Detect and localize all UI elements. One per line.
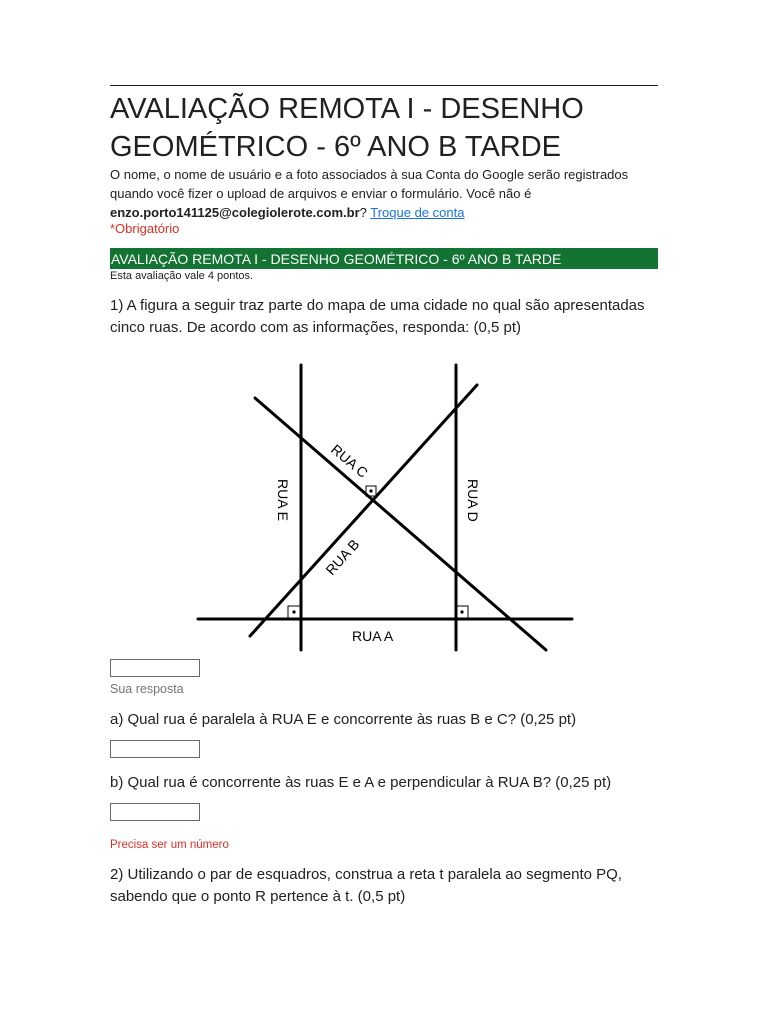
right-angle-dot-d xyxy=(460,610,463,613)
question-1-answer-input[interactable] xyxy=(110,659,200,677)
right-angle-dot-e xyxy=(292,610,295,613)
notice-text: O nome, o nome de usuário e a foto associados à sua Conta do Google serão registrados quando você fizer o upload de arquivos e enviar o formulário. Você não é xyxy=(110,167,629,201)
rua-c-line xyxy=(255,398,546,650)
question-b-text: b) Qual rua é concorrente às ruas E e A e perpendicular à RUA B? (0,25 pt) xyxy=(110,774,612,791)
right-angle-dot-bc xyxy=(369,489,372,492)
street-map-figure xyxy=(190,355,580,660)
rua-d-label: RUA D xyxy=(465,479,481,522)
required-note: *Obrigatório xyxy=(110,221,180,236)
rua-a-label: RUA A xyxy=(352,628,394,644)
question-1-text: 1) A figura a seguir traz parte do mapa de uma cidade no qual são apresentadas cinco ruas. De acordo com as informações, responda: (0,5 pt) xyxy=(110,297,645,336)
question-a-answer-input[interactable] xyxy=(110,740,200,758)
section-description: Esta avaliação vale 4 pontos. xyxy=(110,270,254,282)
question-a-text: a) Qual rua é paralela à RUA E e concorrente às ruas B e C? (0,25 pt) xyxy=(110,711,577,728)
form-title: AVALIAÇÃO REMOTA I - DESENHO GEOMÉTRICO - 6º ANO B TARDE xyxy=(110,93,584,163)
account-notice xyxy=(110,165,658,222)
switch-account-link[interactable]: Troque de conta xyxy=(370,205,465,220)
rua-b-label: RUA B xyxy=(322,536,363,579)
notice-suffix: ? xyxy=(359,205,371,220)
section-header: AVALIAÇÃO REMOTA I - DESENHO GEOMÉTRICO - 6º ANO B TARDE xyxy=(110,248,658,269)
header-rule xyxy=(110,85,658,86)
question-2-text: 2) Utilizando o par de esquadros, construa a reta t paralela ao segmento PQ, sabendo que o ponto R pertence à t. (0,5 pt) xyxy=(110,866,622,905)
rua-c-label: RUA C xyxy=(328,441,372,481)
rua-e-label: RUA E xyxy=(275,479,291,522)
account-email: enzo.porto141125@colegiolerote.com.br xyxy=(110,205,360,220)
validation-error: Precisa ser um número xyxy=(110,839,229,851)
answer-hint: Sua resposta xyxy=(110,682,184,696)
question-b-answer-input[interactable] xyxy=(110,803,200,821)
